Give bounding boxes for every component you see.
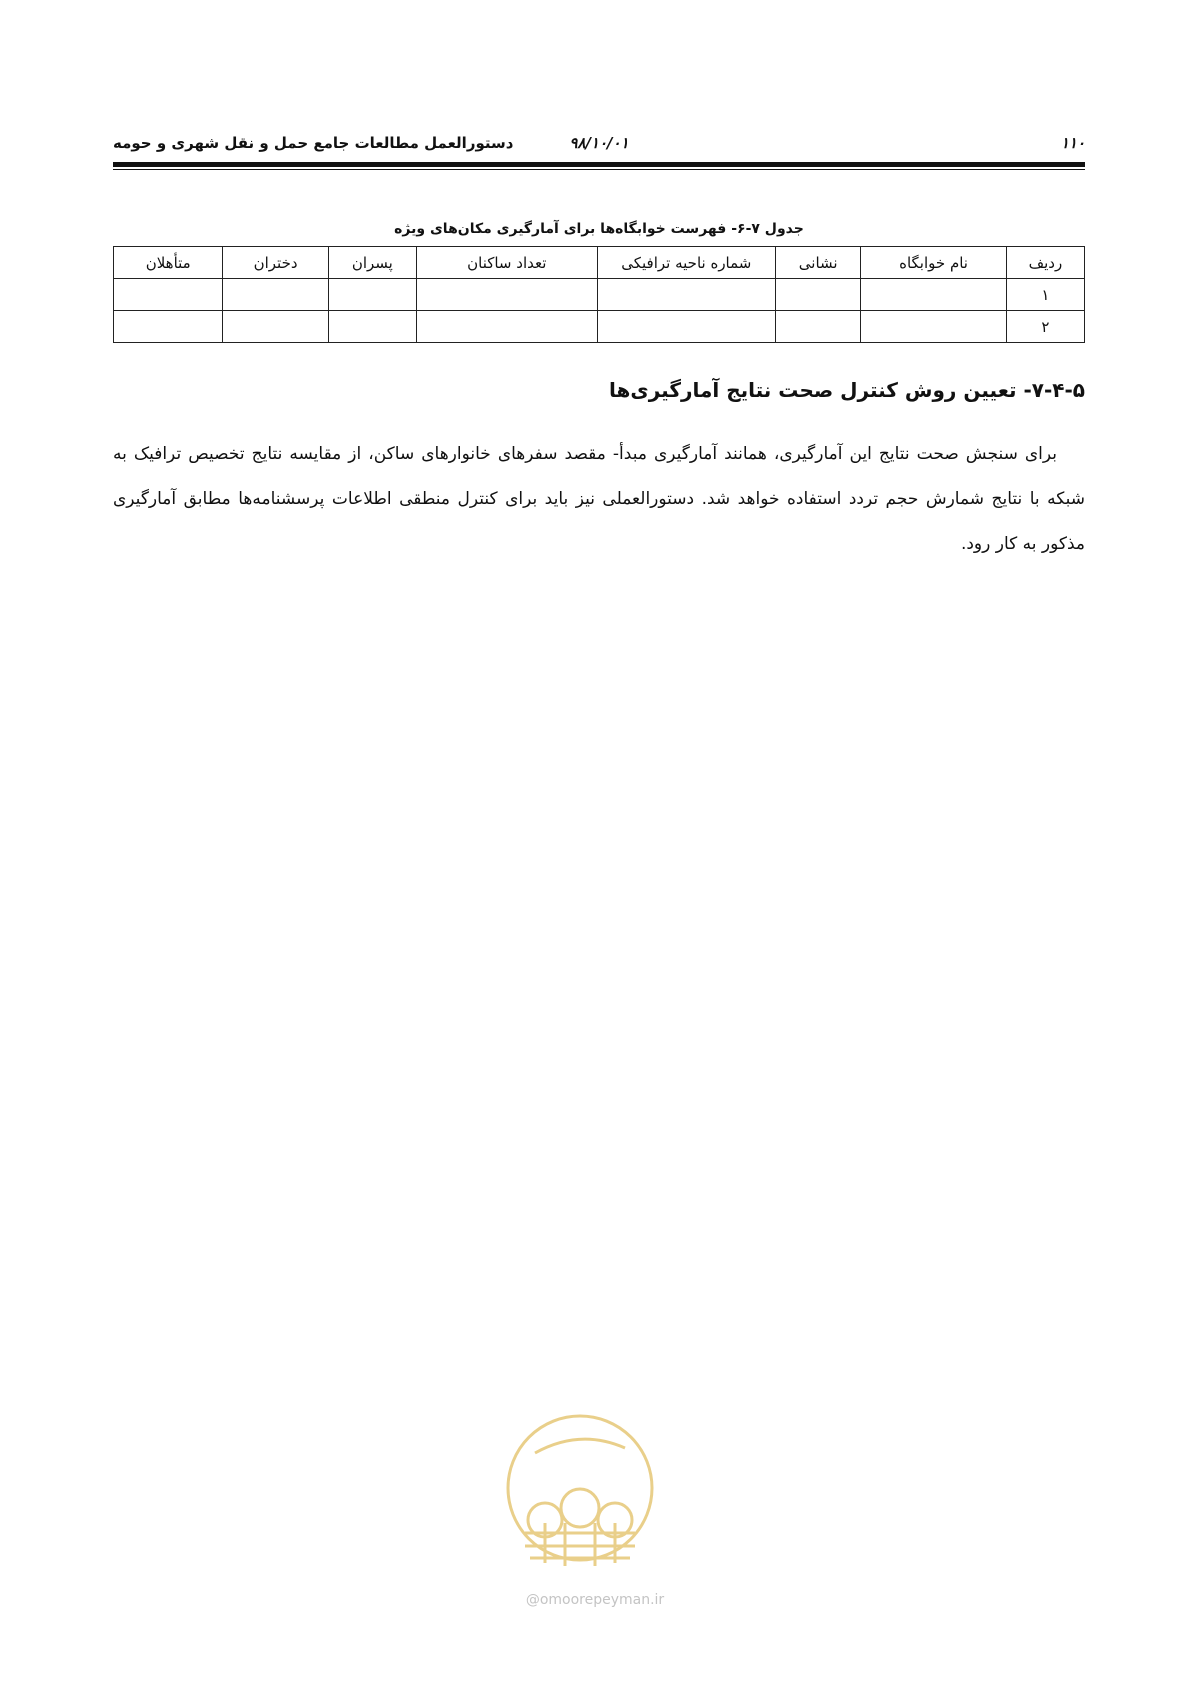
page-header <box>113 130 1085 158</box>
column-header: نشانی <box>776 247 861 279</box>
column-header: نام خوابگاه <box>861 247 1006 279</box>
paragraph-text: برای سنجش صحت نتایج این آمارگیری، همانند آمارگیری مبدأ- مقصد سفرهای خانوارهای ساکن، از مقایسه نتایج تخصیص ترافیک به شبکه با نتایج شمارش حجم تردد استفاده خواهد شد. دستورالعملی نیز باید برای کنترل منطقی اطلاعات پرسشنامه‌ها مطابق آمارگیری مذکور به کار رود. <box>113 444 1085 554</box>
column-header: ردیف <box>1006 247 1084 279</box>
table-cell <box>114 311 223 343</box>
table-cell <box>597 311 776 343</box>
column-header: دختران <box>223 247 328 279</box>
table-cell <box>597 279 776 311</box>
table-cell <box>776 279 861 311</box>
table-row <box>114 311 1085 343</box>
body-paragraph <box>113 432 1085 567</box>
table-cell <box>328 311 416 343</box>
table-row <box>114 279 1085 311</box>
watermark-url: @omoorepeyman.ir <box>525 1592 665 1608</box>
column-header: متأهلان <box>114 247 223 279</box>
header-rule-thin <box>113 169 1085 170</box>
table-caption: جدول ۷-۶- فهرست خوابگاه‌ها برای آمارگیری مکان‌های ویژه <box>394 221 804 237</box>
section-heading: ۷-۴-۵- تعیین روش کنترل صحت نتایج آمارگیری‌ها <box>609 378 1085 402</box>
table-cell: ۲ <box>1006 311 1084 343</box>
column-header: پسران <box>328 247 416 279</box>
table-header-row <box>114 247 1085 279</box>
table-cell <box>114 279 223 311</box>
column-header: تعداد ساکنان <box>416 247 597 279</box>
table-cell <box>861 279 1006 311</box>
table-cell <box>416 279 597 311</box>
table-cell <box>861 311 1006 343</box>
table-cell <box>416 311 597 343</box>
header-date: ۹۸/۱۰/۰۱ <box>569 134 629 152</box>
table-cell: ۱ <box>1006 279 1084 311</box>
table-cell <box>223 311 328 343</box>
table-cell <box>328 279 416 311</box>
document-title: دستورالعمل مطالعات جامع حمل و نقل شهری و حومه <box>113 134 514 152</box>
header-rule-thick <box>113 162 1085 167</box>
dormitory-table <box>113 246 1085 343</box>
table-cell <box>776 311 861 343</box>
page-number: ۱۱۰ <box>1060 134 1085 152</box>
column-header: شماره ناحیه ترافیکی <box>597 247 776 279</box>
table-cell <box>223 279 328 311</box>
watermark-seal <box>505 1398 655 1578</box>
